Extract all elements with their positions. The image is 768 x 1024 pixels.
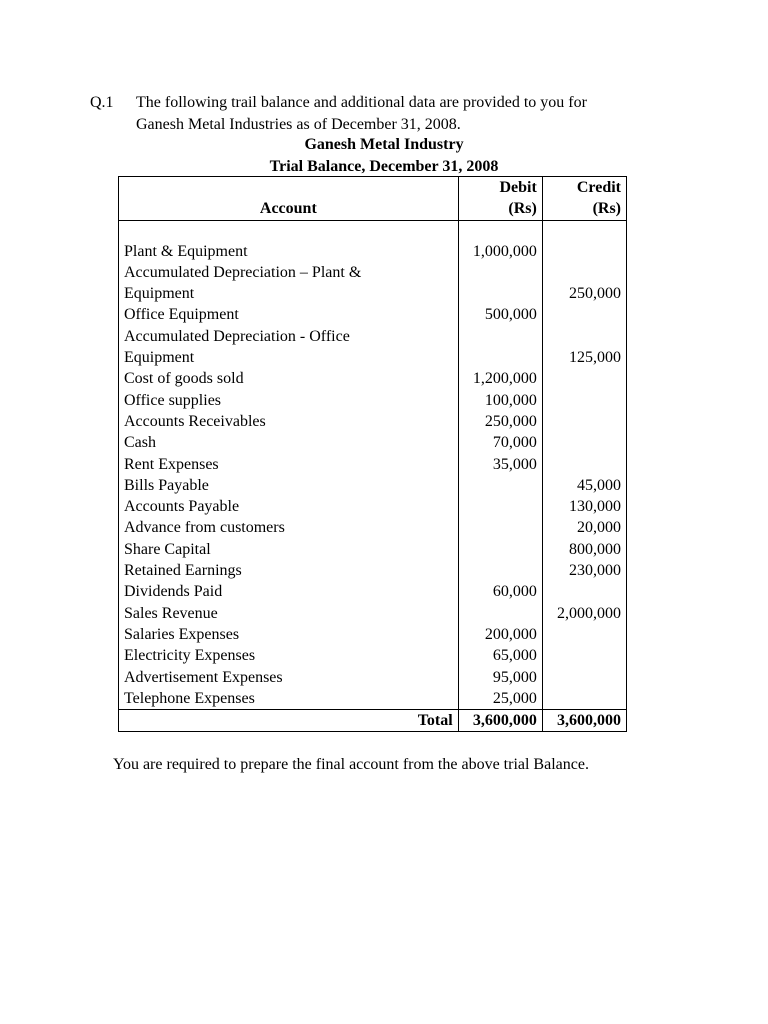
debit-cell: 1,200,000 [458, 368, 542, 389]
debit-cell [458, 539, 542, 560]
table-row [119, 475, 627, 496]
debit-cell: 500,000 [458, 304, 542, 325]
table-row [119, 624, 627, 645]
account-cell: Accumulated Depreciation - Office [119, 326, 459, 347]
account-cell: Office Equipment [119, 304, 459, 325]
credit-cell [542, 326, 626, 347]
debit-cell: 70,000 [458, 432, 542, 453]
debit-cell: 1,000,000 [458, 241, 542, 262]
account-cell: Plant & Equipment [119, 241, 459, 262]
account-cell: Cash [119, 432, 459, 453]
credit-cell [542, 667, 626, 688]
intro-line-1: The following trail balance and additional data are provided to you for [136, 94, 587, 111]
account-cell: Rent Expenses [119, 454, 459, 475]
table-row [119, 688, 627, 710]
credit-cell [542, 645, 626, 666]
table-row [119, 517, 627, 538]
debit-cell [458, 475, 542, 496]
table-row [119, 454, 627, 475]
account-cell: Equipment [119, 283, 459, 304]
debit-cell: 95,000 [458, 667, 542, 688]
account-cell: Accounts Payable [119, 496, 459, 517]
account-cell: Salaries Expenses [119, 624, 459, 645]
table-header-row [119, 177, 627, 221]
credit-cell [542, 688, 626, 710]
debit-header [458, 177, 542, 221]
credit-cell [542, 262, 626, 283]
table-row [119, 560, 627, 581]
credit-header [542, 177, 626, 221]
credit-cell: 130,000 [542, 496, 626, 517]
account-cell: Dividends Paid [119, 581, 459, 602]
table-row [119, 326, 627, 347]
table-row [119, 581, 627, 602]
account-cell: Equipment [119, 347, 459, 368]
debit-cell: 100,000 [458, 390, 542, 411]
debit-cell [458, 603, 542, 624]
table-row [119, 432, 627, 453]
account-cell: Advertisement Expenses [119, 667, 459, 688]
account-cell: Advance from customers [119, 517, 459, 538]
company-name: Ganesh Metal Industry [304, 136, 464, 153]
table-row [119, 496, 627, 517]
debit-cell [458, 262, 542, 283]
credit-cell [542, 432, 626, 453]
table-row [119, 241, 627, 262]
table-row [119, 347, 627, 368]
table-row [119, 645, 627, 666]
account-cell: Telephone Expenses [119, 688, 459, 710]
debit-header-unit: (Rs) [508, 200, 537, 218]
total-label: Total [119, 710, 459, 732]
table-row [119, 539, 627, 560]
debit-cell [458, 496, 542, 517]
debit-cell: 200,000 [458, 624, 542, 645]
debit-header-label: Debit [499, 179, 537, 196]
account-header: Account [119, 177, 459, 221]
account-cell: Electricity Expenses [119, 645, 459, 666]
debit-cell [458, 283, 542, 304]
credit-cell [542, 411, 626, 432]
account-cell: Office supplies [119, 390, 459, 411]
credit-cell [542, 390, 626, 411]
question-intro [136, 92, 656, 136]
debit-cell: 65,000 [458, 645, 542, 666]
credit-cell [542, 624, 626, 645]
total-credit: 3,600,000 [542, 710, 626, 732]
credit-cell [542, 304, 626, 325]
credit-cell: 45,000 [542, 475, 626, 496]
credit-cell: 20,000 [542, 517, 626, 538]
credit-cell [542, 454, 626, 475]
trial-balance-title: Trial Balance, December 31, 2008 [269, 158, 499, 175]
account-cell: Bills Payable [119, 475, 459, 496]
table-row [119, 304, 627, 325]
table-row [119, 667, 627, 688]
account-cell: Share Capital [119, 539, 459, 560]
table-row [119, 390, 627, 411]
account-cell: Cost of goods sold [119, 368, 459, 389]
credit-cell [542, 368, 626, 389]
table-row [119, 411, 627, 432]
account-cell: Sales Revenue [119, 603, 459, 624]
account-cell: Accounts Receivables [119, 411, 459, 432]
table-row [119, 262, 627, 283]
table-row [119, 368, 627, 389]
debit-cell [458, 347, 542, 368]
debit-cell [458, 560, 542, 581]
table-row [119, 603, 627, 624]
debit-cell: 250,000 [458, 411, 542, 432]
question-number: Q.1 [90, 94, 114, 111]
total-debit: 3,600,000 [458, 710, 542, 732]
debit-cell: 25,000 [458, 688, 542, 710]
debit-cell: 60,000 [458, 581, 542, 602]
account-cell: Accumulated Depreciation – Plant & [119, 262, 459, 283]
credit-cell: 250,000 [542, 283, 626, 304]
credit-header-unit: (Rs) [592, 200, 621, 218]
credit-cell: 800,000 [542, 539, 626, 560]
credit-header-label: Credit [576, 179, 621, 196]
table-row [119, 283, 627, 304]
credit-cell: 230,000 [542, 560, 626, 581]
trial-balance-table [118, 176, 627, 732]
total-row [119, 710, 627, 732]
debit-cell: 35,000 [458, 454, 542, 475]
credit-cell [542, 241, 626, 262]
spacer-row [119, 220, 627, 241]
intro-line-2: Ganesh Metal Industries as of December 31, 2008. [136, 116, 461, 133]
credit-cell: 2,000,000 [542, 603, 626, 624]
instruction-text: You are required to prepare the final account from the above trial Balance. [113, 756, 589, 773]
debit-cell [458, 326, 542, 347]
credit-cell [542, 581, 626, 602]
debit-cell [458, 517, 542, 538]
account-cell: Retained Earnings [119, 560, 459, 581]
credit-cell: 125,000 [542, 347, 626, 368]
